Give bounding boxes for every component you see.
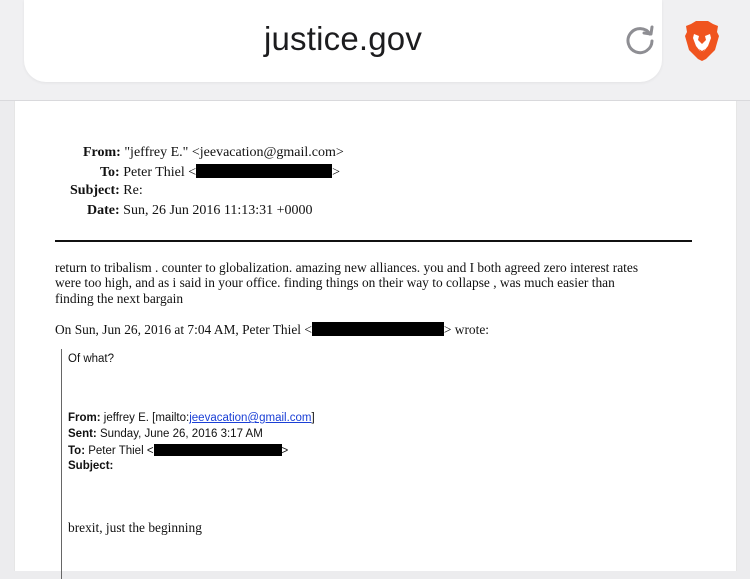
header-rule <box>55 240 692 242</box>
subject-row <box>70 183 143 199</box>
to-row <box>100 164 340 181</box>
quoted-subject-row <box>68 460 113 472</box>
redaction-box <box>312 322 444 336</box>
reply-intro-end: > wrote: <box>443 322 489 337</box>
brave-lion-icon[interactable] <box>683 20 721 62</box>
to-end: > <box>332 165 341 180</box>
body-line-2: were too high, and as i said in your office. finding things on their way to collapse , was much easier than <box>55 275 615 290</box>
quoted-body: brexit, just the beginning <box>68 520 202 535</box>
quote-bar <box>61 349 62 579</box>
quoted-sent-row <box>68 428 263 440</box>
quoted-from-row <box>68 412 315 424</box>
subject-value: Re: <box>123 183 143 198</box>
from-value: "jeffrey E." <jeevacation@gmail.com> <box>124 145 344 160</box>
to-label: To: <box>100 165 120 180</box>
date-label: Date: <box>87 203 120 218</box>
document-page <box>14 101 737 571</box>
body-line-3: finding the next bargain <box>55 291 184 306</box>
date-row <box>87 203 313 219</box>
subject-label: Subject: <box>70 183 120 198</box>
reply-intro-start: On Sun, Jun 26, 2016 at 7:04 AM, Peter Thiel < <box>55 322 312 337</box>
quoted-from-label: From: <box>68 412 101 424</box>
quoted-to-label: To: <box>68 445 86 457</box>
quoted-text: Of what? <box>68 353 115 365</box>
quoted-from-value: jeffrey E. [mailto: <box>100 412 190 424</box>
quoted-subject-label: Subject: <box>68 460 114 472</box>
email-link[interactable]: jeevacation@gmail.com <box>189 412 312 424</box>
redaction-box <box>196 164 332 178</box>
quoted-to-end: > <box>281 445 289 457</box>
from-row <box>83 145 344 161</box>
reply-intro <box>55 322 489 338</box>
body-line-1: return to tribalism . counter to globalization. amazing new alliances. you and I both agreed zero interest rates <box>55 260 639 275</box>
quoted-sent-value: Sunday, June 26, 2016 3:17 AM <box>96 428 263 440</box>
quoted-to-value: Peter Thiel < <box>85 445 154 457</box>
quoted-to-row <box>68 444 288 457</box>
quoted-from-end: ] <box>311 412 315 424</box>
from-label: From: <box>83 145 121 160</box>
browser-toolbar <box>0 0 750 100</box>
quoted-sent-label: Sent: <box>68 428 97 440</box>
date-value: Sun, 26 Jun 2016 11:13:31 +0000 <box>123 203 313 218</box>
redaction-box <box>154 444 282 456</box>
reload-icon[interactable] <box>622 22 658 58</box>
url-text[interactable]: justice.gov <box>263 20 423 57</box>
address-bar[interactable] <box>24 0 662 82</box>
to-value: Peter Thiel < <box>123 165 197 180</box>
